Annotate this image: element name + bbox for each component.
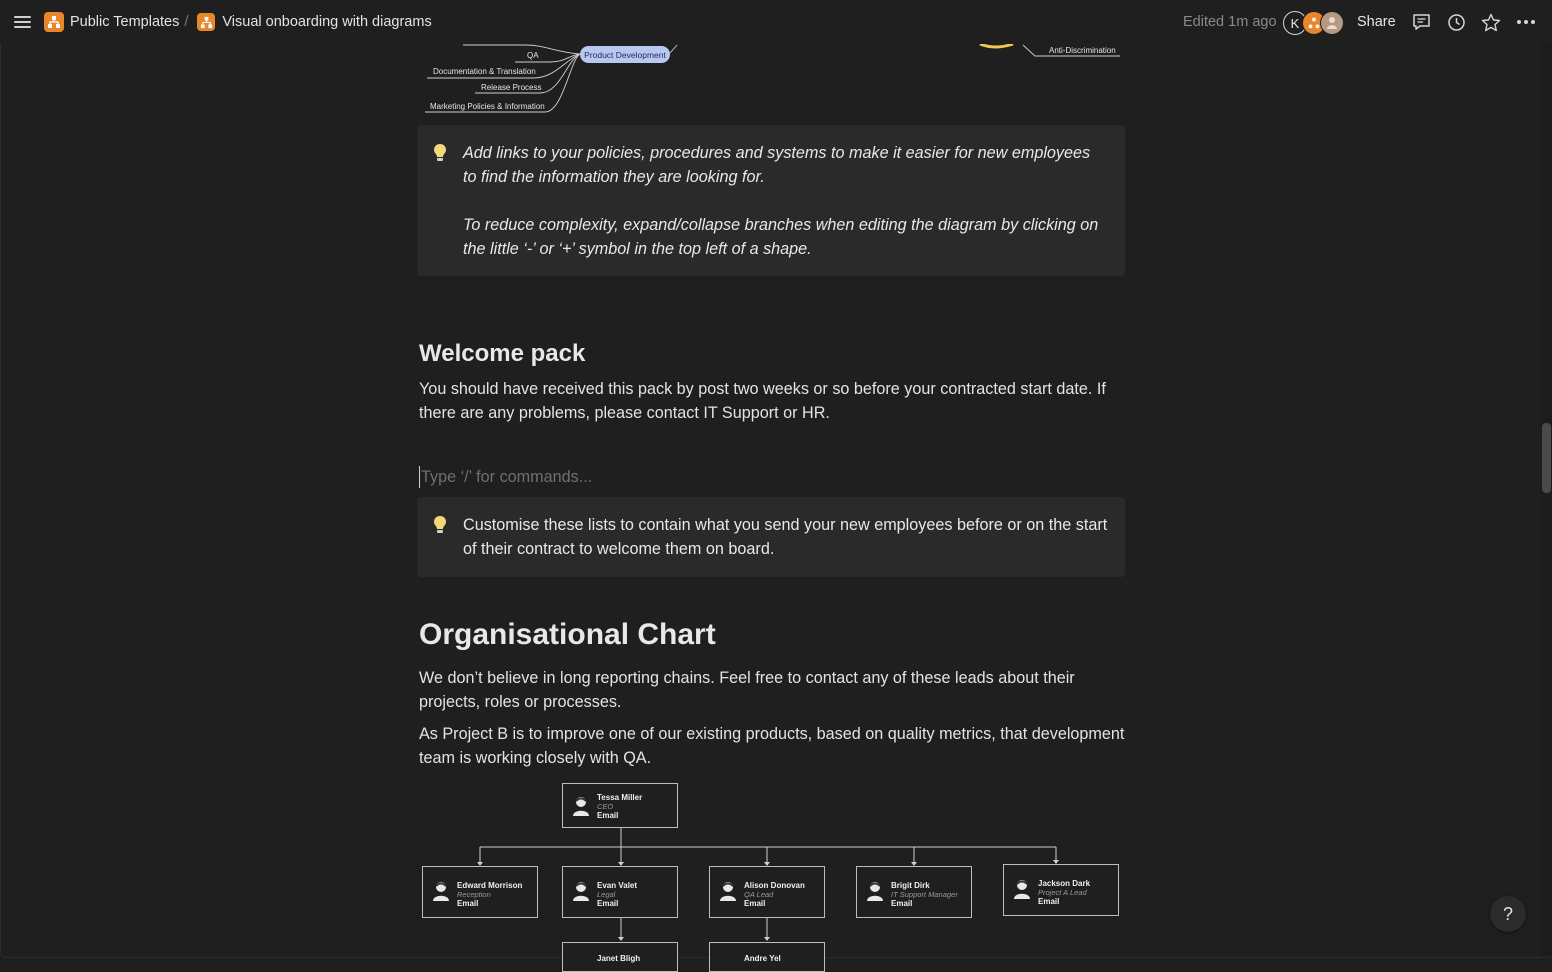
command-input[interactable]: Type ‘/’ for commands... (421, 468, 593, 486)
mindmap-branch-release[interactable]: Release Process (481, 83, 542, 92)
scrollbar-track[interactable] (1541, 44, 1552, 956)
person-avatar-icon (866, 880, 884, 902)
breadcrumb-separator: / (184, 14, 189, 30)
history-icon[interactable] (1445, 0, 1467, 44)
scrollbar-thumb[interactable] (1542, 423, 1551, 493)
person-avatar-icon (572, 880, 590, 902)
avatar[interactable] (1320, 11, 1344, 35)
org-lead-name: Edward Morrison (457, 881, 523, 890)
breadcrumb (44, 0, 432, 44)
org-lead-role: Legal (597, 890, 616, 899)
org-lead-email[interactable]: Email (891, 899, 913, 908)
share-button[interactable]: Share (1357, 14, 1396, 30)
org-ceo-name: Tessa Miller (597, 793, 643, 802)
org-partial-name: Andre Yel (744, 954, 781, 963)
org-lead-role: IT Support Manager (891, 890, 958, 899)
heading-welcome-pack: Welcome pack (419, 340, 586, 367)
avatar[interactable]: K (1283, 11, 1307, 35)
person-avatar-icon (572, 795, 590, 817)
mindmap-branch-qa[interactable]: QA (527, 51, 539, 60)
org-lead-name: Brigit Dirk (891, 881, 930, 890)
more-icon[interactable] (1515, 0, 1537, 44)
org-card-partial[interactable] (709, 942, 825, 972)
mindmap-branch-marketing[interactable]: Marketing Policies & Information (430, 102, 545, 111)
callout-lists[interactable] (417, 497, 1125, 577)
org-lead-email[interactable]: Email (597, 899, 619, 908)
help-button[interactable]: ? (1490, 896, 1526, 932)
lightbulb-icon (432, 515, 448, 535)
person-avatar-icon (432, 880, 450, 902)
org-lead-role: QA Lead (744, 890, 774, 899)
comment-icon[interactable] (1410, 0, 1432, 44)
org-partial-name: Janet Bligh (597, 954, 641, 963)
org-card-lead[interactable] (856, 866, 972, 918)
org-lead-email[interactable]: Email (457, 899, 479, 908)
star-icon[interactable] (1480, 0, 1502, 44)
person-avatar-icon (719, 880, 737, 902)
callout-links[interactable] (417, 125, 1125, 276)
org-card-lead[interactable] (562, 866, 678, 918)
org-lead-role: Project A Lead (1038, 888, 1087, 897)
org-paragraph-2: As Project B is to improve one of our existing products, based on quality metrics, that development team is working closely with QA. (419, 725, 1125, 767)
breadcrumb-current-page[interactable]: Visual onboarding with diagrams (222, 14, 432, 30)
org-lead-name: Jackson Dark (1038, 879, 1091, 888)
org-card-ceo[interactable] (562, 783, 678, 828)
lightbulb-icon (432, 143, 448, 163)
org-card-lead[interactable] (1003, 864, 1119, 916)
top-bar (0, 0, 1552, 44)
callout-lists-text: Customise these lists to contain what you send your new employees before or on the start of their contract to welcome them on board. (463, 516, 1108, 558)
template-icon (197, 13, 215, 31)
org-ceo-email[interactable]: Email (597, 811, 619, 820)
template-icon (44, 12, 64, 32)
org-card-partial[interactable] (562, 942, 678, 972)
org-card-lead[interactable] (709, 866, 825, 918)
mindmap-branch-documentation[interactable]: Documentation & Translation (433, 67, 536, 76)
org-lead-name: Alison Donovan (744, 881, 805, 890)
mindmap-root-node[interactable]: Product Development (580, 46, 670, 63)
callout-links-paragraph-2: To reduce complexity, expand/collapse branches when editing the diagram by clicking on the little ‘-’ or ‘+’ symbol in the top left of a shape. (463, 216, 1099, 258)
org-paragraph-1: We don’t believe in long reporting chains. Feel free to contact any of these leads about their projects, roles or processes. (419, 669, 1075, 711)
mindmap-branch-anti-discrimination[interactable]: Anti-Discrimination (1049, 46, 1116, 55)
edited-status[interactable]: Edited 1m ago (1183, 14, 1277, 30)
org-lead-email[interactable]: Email (1038, 897, 1060, 906)
callout-links-paragraph-1: Add links to your policies, procedures and systems to make it easier for new employees to find the information they are looking for. (463, 144, 1091, 186)
menu-icon[interactable] (14, 0, 34, 44)
org-lead-role: Reception (457, 890, 491, 899)
breadcrumb-public-templates[interactable]: Public Templates (70, 14, 180, 30)
org-lead-name: Evan Valet (597, 881, 638, 890)
org-ceo-role: CEO (597, 802, 614, 811)
org-lead-email[interactable]: Email (744, 899, 766, 908)
welcome-pack-body: You should have received this pack by post two weeks or so before your contracted start date. If there are any problems, please contact IT Support or HR. (419, 380, 1106, 422)
person-avatar-icon (1013, 878, 1031, 900)
heading-organisational-chart: Organisational Chart (419, 618, 716, 651)
org-card-lead[interactable] (422, 866, 538, 918)
